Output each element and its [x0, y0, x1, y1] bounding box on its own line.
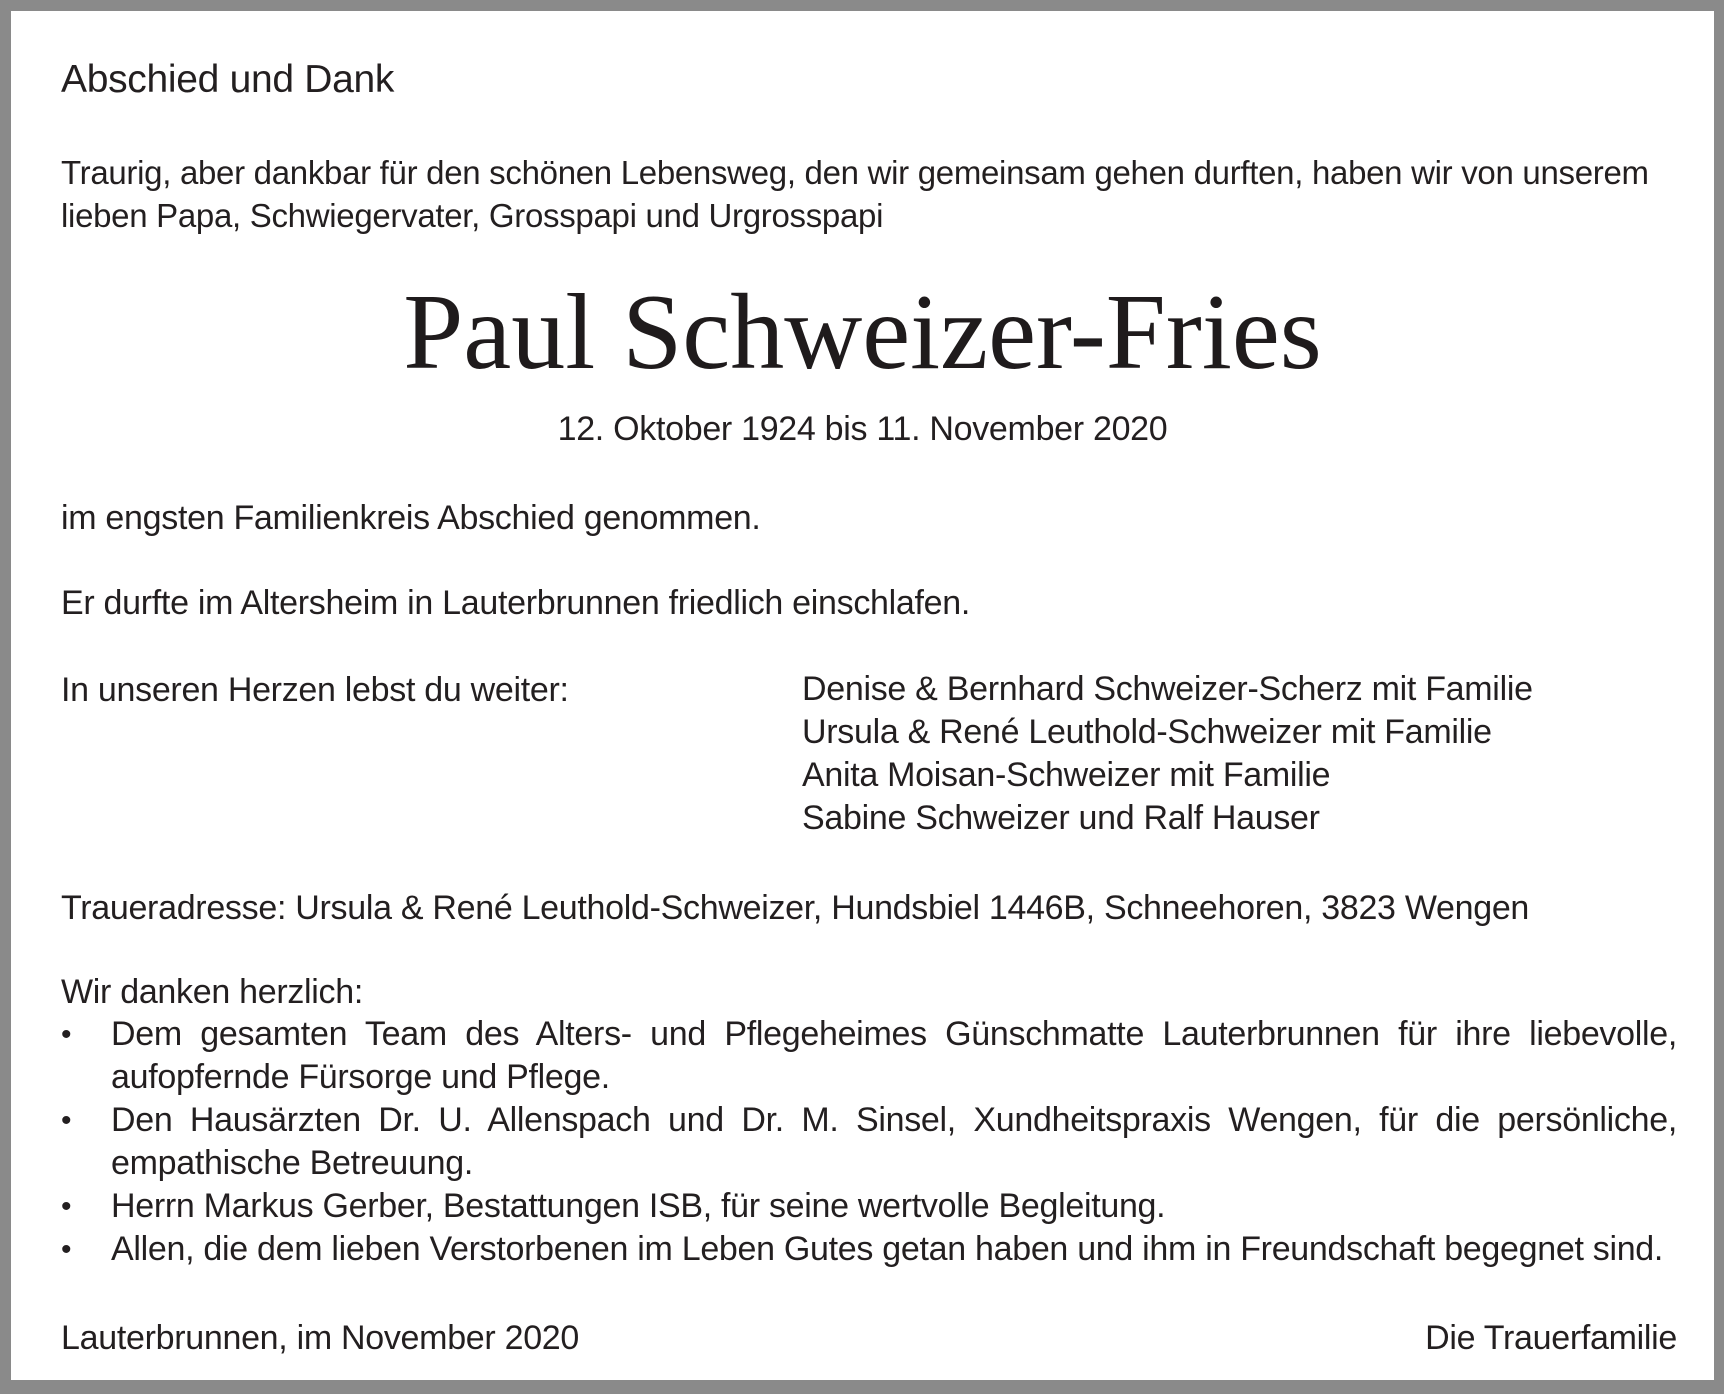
deceased-name: Paul Schweizer-Fries	[403, 273, 1322, 392]
bullet-icon: •	[61, 1190, 72, 1223]
thanks-text: Dem gesamten Team des Alters- und Pflegeheimes Günschmatte Lauterbrunnen für ihre liebevolle, aufopfernde Fürsorge und Pflege.	[111, 1015, 1677, 1096]
intro-paragraph: Traurig, aber dankbar für den schönen Lebensweg, den wir gemeinsam gehen durften, haben wir von unserem lieben Papa, Schwiegervater, Grosspapi und Urgrosspapi	[61, 154, 1649, 234]
family-member: Anita Moisan-Schweizer mit Familie	[802, 756, 1331, 794]
thanks-text: Den Hausärzten Dr. U. Allenspach und Dr. M. Sinsel, Xundheitspraxis Wengen, für die persönliche, empathische Betreuung.	[111, 1101, 1677, 1182]
mourning-address: Traueradresse: Ursula & René Leuthold-Schweizer, Hundsbiel 1446B, Schneehoren, 3823 Wengen	[61, 889, 1530, 927]
thanks-item	[61, 1228, 1677, 1271]
family-member: Denise & Bernhard Schweizer-Scherz mit Familie	[802, 670, 1533, 708]
thanks-item	[61, 1185, 1677, 1228]
thanks-item	[61, 1099, 1677, 1185]
bullet-icon: •	[61, 1233, 72, 1266]
farewell-paragraph: im engsten Familienkreis Abschied genommen.	[61, 499, 761, 537]
place-and-date: Lauterbrunnen, im November 2020	[61, 1319, 580, 1357]
thanks-text: Herrn Markus Gerber, Bestattungen ISB, für seine wertvolle Begleitung.	[111, 1187, 1166, 1225]
thanks-list	[61, 1013, 1677, 1271]
family-member: Sabine Schweizer und Ralf Hauser	[802, 799, 1320, 837]
bullet-icon: •	[61, 1104, 72, 1137]
family-member: Ursula & René Leuthold-Schweizer mit Familie	[802, 713, 1492, 751]
life-dates: 12. Oktober 1924 bis 11. November 2020	[557, 410, 1168, 448]
thanks-heading: Wir danken herzlich:	[61, 973, 364, 1011]
bullet-icon: •	[61, 1018, 72, 1051]
thanks-text: Allen, die dem lieben Verstorbenen im Leben Gutes getan haben und ihm in Freundschaft begegnet sind.	[111, 1230, 1664, 1268]
family-list	[802, 668, 1533, 840]
hearts-label: In unseren Herzen lebst du weiter:	[61, 671, 569, 709]
signature: Die Trauerfamilie	[1425, 1319, 1677, 1357]
passing-paragraph: Er durfte im Altersheim in Lauterbrunnen friedlich einschlafen.	[61, 584, 971, 622]
thanks-item	[61, 1013, 1677, 1099]
obituary-notice	[11, 11, 1714, 1380]
notice-heading: Abschied und Dank	[61, 58, 395, 101]
